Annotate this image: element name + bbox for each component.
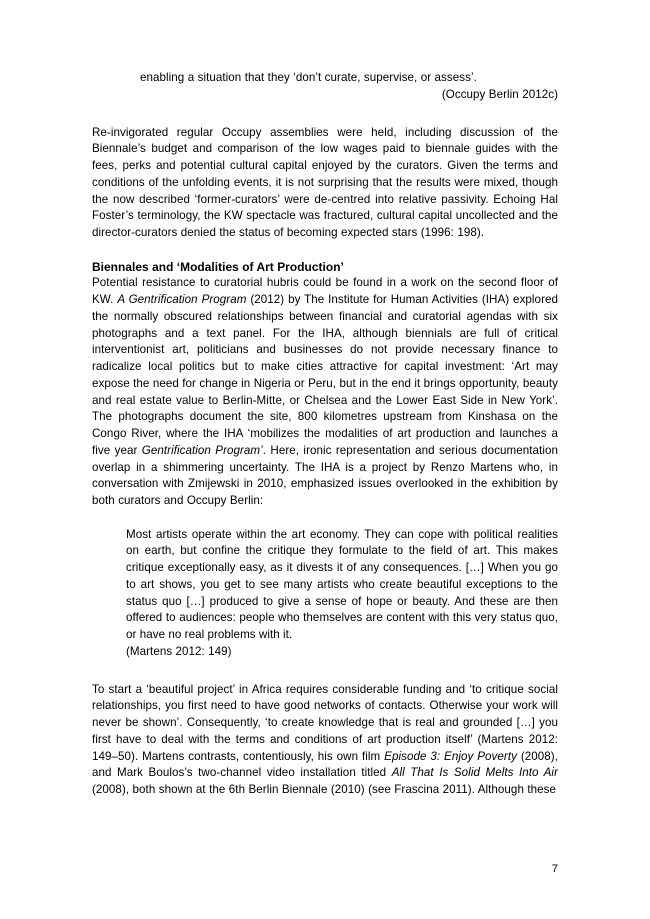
spacer (92, 242, 558, 259)
indented-block-quote (92, 527, 558, 661)
page-content (92, 70, 558, 799)
body-paragraph-2 (92, 275, 558, 510)
block-quote-citation: (Martens 2012: 149) (126, 644, 232, 658)
top-quotation-text: enabling a situation that they ‘don’t curate, supervise, or assess’. (140, 71, 477, 84)
paragraph-3-part-3: (2008), both shown at the 6th Berlin Biennale (2010) (see Frascina 2011). Although these (92, 783, 556, 796)
italic-title-a-gentrification-program: A Gentrification Program (117, 293, 247, 306)
italic-title-all-that-is-solid-melts-into-air: All That Is Solid Melts Into Air (391, 766, 558, 780)
spacer (92, 104, 558, 125)
paragraph-2-part-1: Potential resistance to curatorial hubris could be found in a work on the second floor of KW. (92, 276, 558, 306)
paragraph-2-part-2: (2012) by The Institute for Human Activities (IHA) explored the normally obscured relationships between financial and curatorial agendas with six photographs and a text panel. For the IHA, although biennials are full of critical interventionist art, politicians and businesses do not provide necessary finance to radicalize local politics but to make cities attractive for capital investment: ‘Art may expose the need for change in Nigeria or Peru, but in the end it brings opportunity, beauty and real estate value to Berlin-Mitte, or Chelsea and the Lower East Side in New York’. The photographs document the site, 800 kilometres upstream from Kinshasa on the Congo River, where the IHA ‘mobilizes the modalities of art production and launches a five year (92, 293, 558, 457)
top-quotation-citation: (Occupy Berlin 2012c) (441, 87, 558, 101)
italic-title-episode-3-enjoy-poverty: Episode 3: Enjoy Poverty (384, 749, 517, 763)
spacer (92, 510, 558, 527)
paragraph-3-part-2: (2008), and Mark Boulos’s two-channel video installation titled (92, 749, 558, 780)
spacer (92, 661, 558, 682)
section-heading: Biennales and ‘Modalities of Art Production’ (92, 259, 344, 274)
paragraph-3-part-1: To start a ‘beautiful project’ in Africa requires considerable funding and ‘to critique social relationships, you first need to have good networks of contacts. Otherwise your work will never be shown’. Consequently, ‘to create knowledge that is real and grounded […] you first have to deal with the terms and conditions of art production itself’ (Martens 2012: 149–50). Martens contrasts, contentiously, his own film (92, 682, 558, 763)
page-number: 7 (551, 863, 558, 875)
body-paragraph-3 (92, 682, 558, 799)
block-quote-text: Most artists operate within the art economy. They can cope with political realities on earth, but confine the critique they formulate to the field of art. This makes critique exceptionally easy, as it divests it of any consequences. […] When you go to art shows, you get to see many artists who create beautiful exceptions to the status quo […] produced to give a sense of hope or beauty. And these are then offered to audiences: people who themselves are content with this very status quo, or have no real problems with it. (126, 527, 558, 641)
body-paragraph-1: Re-invigorated regular Occupy assemblies were held, including discussion of the Biennale’s budget and comparison of the low wages paid to biennale guides with the fees, perks and potential cultural capital enjoyed by the curators. Given the terms and conditions of the unfolding events, it is not surprising that the results were mixed, though the now described ‘former-curators’ were de-centred into relative passivity. Echoing Hal Foster’s terminology, the KW spectacle was fractured, cultural capital uncollected and the director-curators denied the status of becoming expected stars (1996: 198). (92, 125, 558, 239)
italic-title-gentrification-program: Gentrification Program’ (141, 443, 263, 457)
paragraph-2-part-3: . Here, ironic representation and serious documentation overlap in a shimmering uncertainty. The IHA is a project by Renzo Martens who, in conversation with Zmijewski in 2010, emphasized issues overlooked in the exhibition by both curators and Occupy Berlin: (92, 443, 558, 507)
